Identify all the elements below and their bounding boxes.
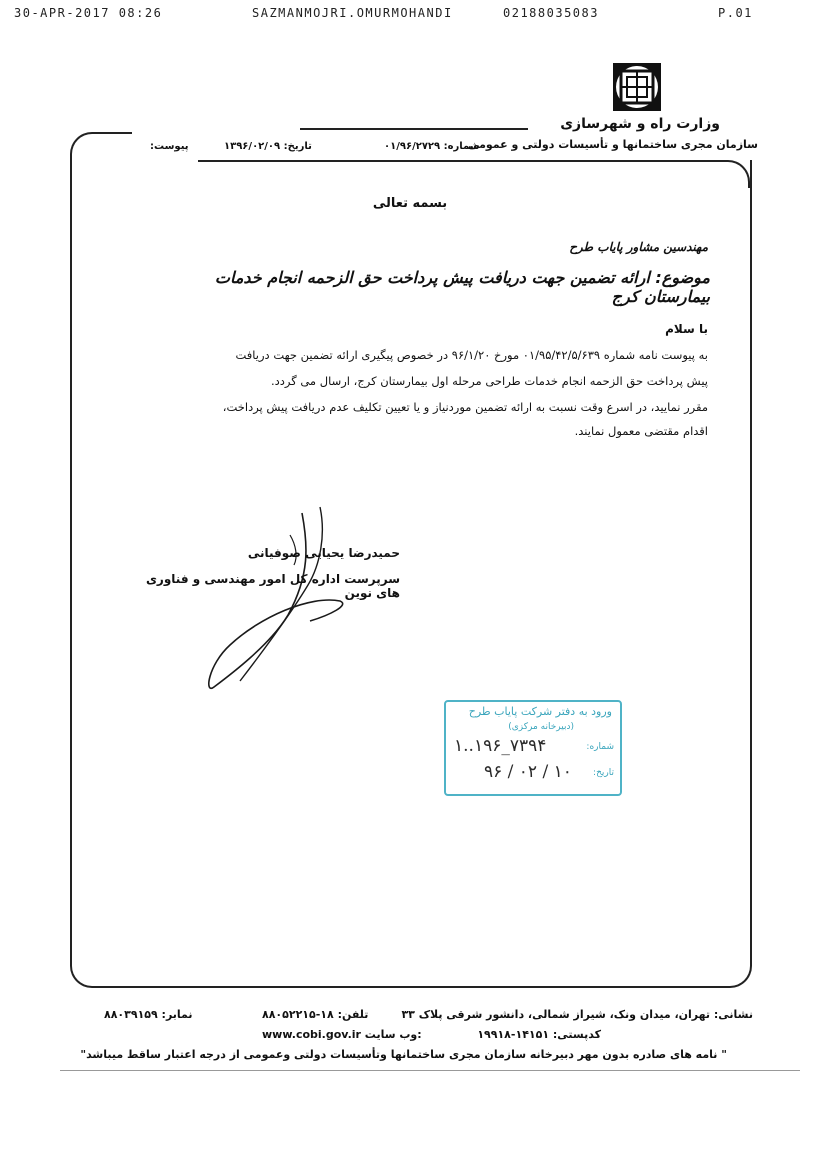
footer-fax: نمابر: ۸۸۰۳۹۱۵۹ (104, 1008, 193, 1021)
letter-number-label: شماره: (443, 141, 480, 152)
organization-name: سازمان مجری ساختمانها و تأسیسات دولتی و عمومی (467, 138, 758, 151)
basmala: بسمه تعالی (372, 196, 448, 211)
letter-date-label: تاریخ: (283, 141, 312, 152)
letter-frame-top-left (92, 132, 132, 134)
fax-page-number: P.01 (718, 6, 753, 20)
footer-rule (60, 1070, 800, 1071)
stamp-number-label: شماره: (586, 742, 614, 752)
signatory-title: سرپرست اداره کل امور مهندسی و فناوری های نوین (145, 572, 400, 600)
fax-phone: 02188035083 (503, 6, 599, 20)
signatory-name: حمیدرضا یحیایی صوفیانی (247, 546, 400, 560)
receipt-stamp (444, 700, 622, 796)
stamp-date-value: ۹۶ / ۰۲ / ۱۰ (484, 762, 572, 782)
body-line: پیش پرداخت حق الزحمه انجام خدمات طراحی مرحله اول بیمارستان کرج، ارسال می گردد. (270, 374, 708, 388)
fax-header (0, 6, 819, 22)
footer-address: نشانی: تهران، میدان ونک، شیراز شمالی، دانشور شرقی پلاک ۳۳ (401, 1008, 753, 1021)
letter-frame-top (198, 160, 728, 162)
letter-subject: موضوع: ارائه تضمین جهت دریافت پیش پرداخت حق الزحمه انجام خدمات بیمارستان کرج (214, 268, 710, 306)
salutation: با سلام (665, 322, 708, 336)
ministry-logo (612, 62, 662, 112)
header-rule (300, 128, 528, 130)
footer-postal-code: کدپستی: ۱۴۱۵۱-۱۹۹۱۸ (477, 1028, 601, 1041)
body-line: مقرر نمایید، در اسرع وقت نسبت به ارائه تضمین موردنیاز و یا تعیین تکلیف عدم دریافت پیش پرداخت، (222, 400, 708, 414)
stamp-subtitle: (دبیرخانه مرکزی) (508, 722, 574, 732)
letter-date-value: ۱۳۹۶/۰۲/۰۹ (224, 141, 281, 152)
body-line: به پیوست نامه شماره ۰۱/۹۵/۴۲/۵/۶۳۹ مورخ ۹۶/۱/۲۰ در خصوص پیگیری ارائه تضمین جهت دریافت (235, 348, 708, 362)
ministry-name: وزارت راه و شهرسازی (560, 116, 720, 132)
stamp-number-value: ۱..۱۹۶_۷۳۹۴ (454, 736, 547, 756)
footer-notice: " نامه های صادره بدون مهر دبیرخانه سازمان مجری ساختمانها وتأسیسات دولتی وعمومی از درجه اعتبار ساقط میباشد" (80, 1048, 727, 1061)
letter-date (224, 141, 312, 152)
fax-datetime: 30-APR-2017 08:26 (14, 6, 163, 20)
footer-website-url[interactable]: www.cobi.gov.ir (262, 1028, 361, 1041)
body-line: اقدام مقتضی معمول نمایند. (574, 424, 708, 438)
stamp-title: ورود به دفتر شرکت پایاب طرح (468, 705, 612, 718)
letter-frame-corner-left (70, 132, 94, 164)
stamp-date-label: تاریخ: (593, 768, 614, 778)
letter-attachment-label: پیوست: (150, 141, 189, 152)
handwritten-signature (190, 505, 360, 705)
footer-phone: تلفن: ۱۸-۸۸۰۵۲۲۱۵ (262, 1008, 369, 1021)
footer-website-label: وب سایت: (364, 1028, 422, 1041)
recipient: مهندسین مشاور پایاب طرح (569, 240, 708, 254)
letter-number (384, 141, 480, 152)
fax-sender: SAZMANMOJRI.OMURMOHANDI (252, 6, 453, 20)
footer-website (262, 1028, 422, 1041)
letter-number-value: ۰۱/۹۶/۲۷۲۹ (384, 141, 441, 152)
